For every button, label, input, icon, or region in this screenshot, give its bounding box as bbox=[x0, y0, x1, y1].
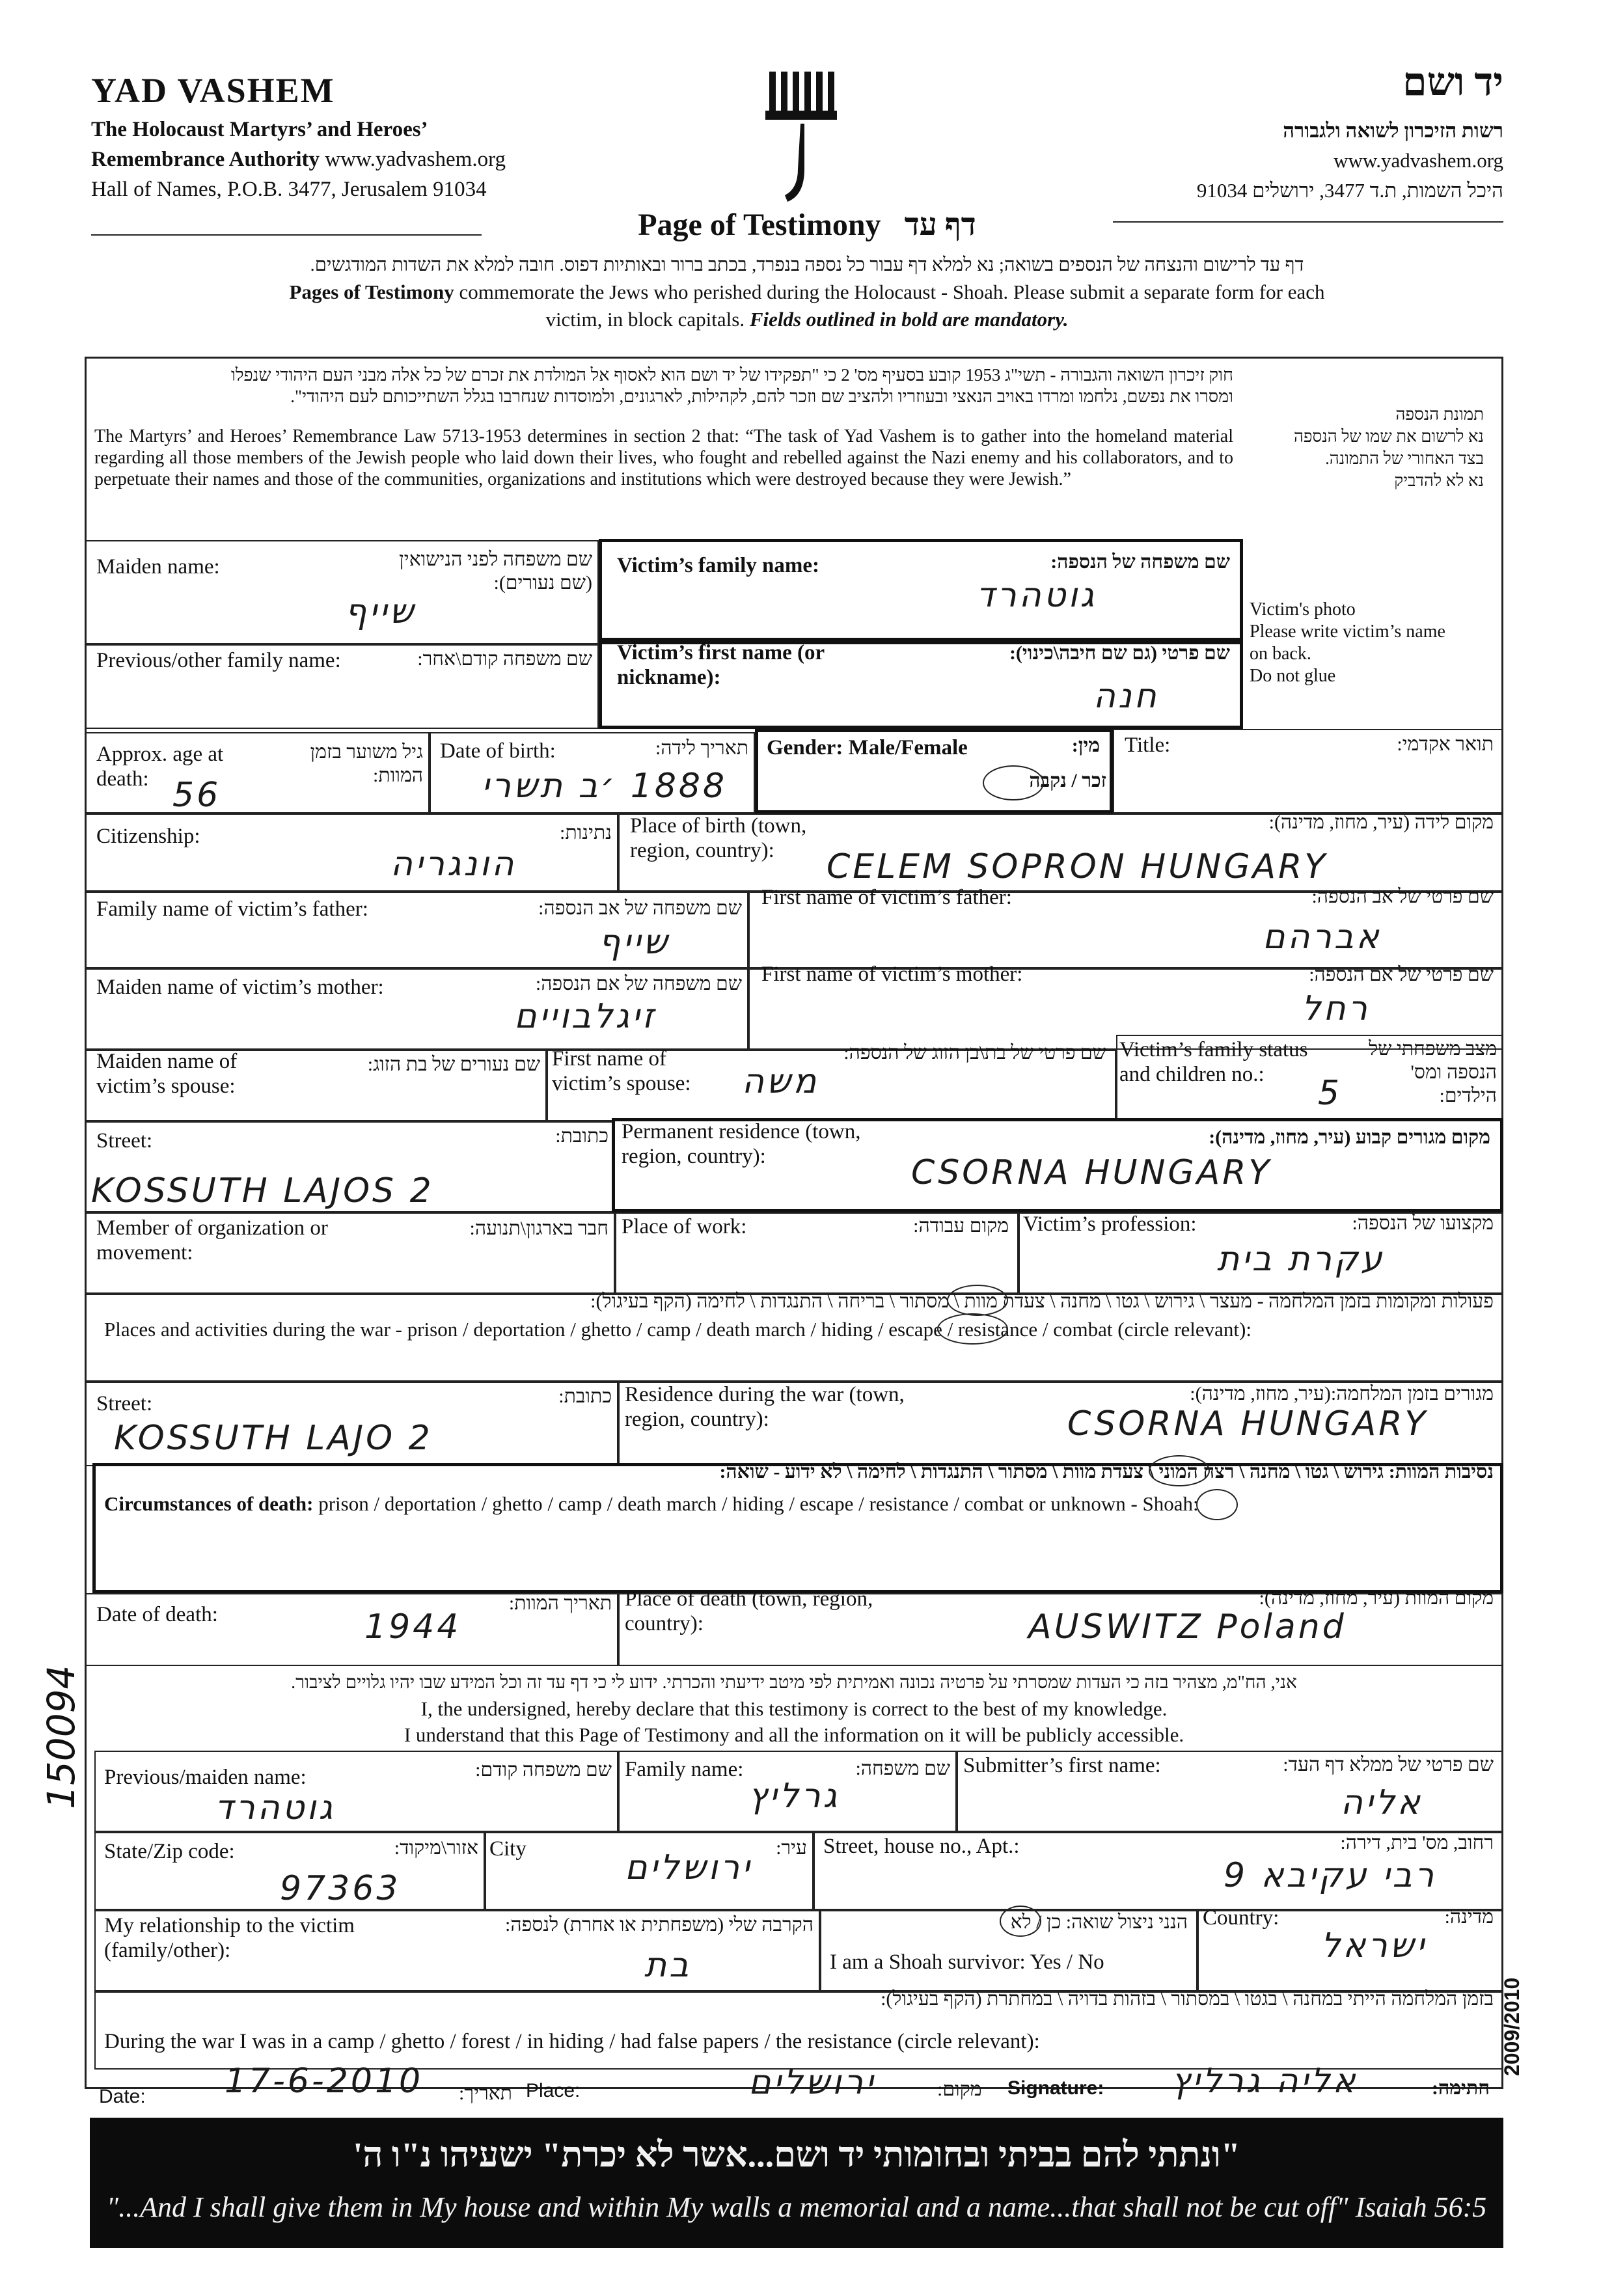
citizenship-label-he: נתינות: bbox=[560, 822, 612, 843]
margin-handwritten-number: 150094 bbox=[39, 1665, 83, 1809]
mother-first-label: First name of victim’s mother: bbox=[761, 963, 1023, 986]
page-title-he: דף עד bbox=[904, 208, 976, 242]
war-street-value: KOSSUTH LAJO 2 bbox=[114, 1419, 433, 1458]
age-label-he: גיל משוער בזמן המוות: bbox=[310, 741, 423, 786]
survivor-label-he: הנני ניצול שואה: כן / לא bbox=[1010, 1911, 1188, 1933]
father-family-label: Family name of victim’s father: bbox=[96, 897, 368, 921]
circumstances-label-he: נסיבות המוות: גירוש \ גטו \ מחנה \ רצח המוני \ צעדת מוות \ מסתור \ התנגדות \ לחימה \ לא ידוע - שואה: bbox=[719, 1461, 1494, 1483]
declaration-he: אני, הח"מ, מצהיר בזה כי העדות שמסרתי על פרטיה נכונה ואמיתית לפי מיטב ידיעתי והכרתי. ידוע לי כי דף עד זה וכל המידע שבו יהיו גלויים לציבור. bbox=[291, 1673, 1297, 1693]
permanent-residence-label-he: מקום מגורים קבוע (עיר, מחוז, מדינה): bbox=[1209, 1127, 1490, 1148]
first-name-value: חנה bbox=[1093, 677, 1159, 716]
intro-en-text-2: victim, in block capitals. bbox=[545, 308, 750, 331]
signature-value: אליה גרליץ bbox=[1171, 2062, 1358, 2101]
spouse-first-label: First name of victim’s spouse: bbox=[552, 1047, 691, 1095]
organization-label-he: חבר בארגון\תנועה: bbox=[469, 1218, 609, 1239]
previous-name-label-he: שם משפחה קודם\אחר: bbox=[417, 648, 592, 670]
family-status-label: Victim’s family status and children no.: bbox=[1119, 1038, 1308, 1086]
date-label: Date: bbox=[99, 2086, 146, 2107]
country-value: ישראל bbox=[1321, 1926, 1427, 1965]
spouse-maiden-label-he: שם נעורים של בת הזוג: bbox=[367, 1054, 540, 1075]
org-name-en: YAD VASHEM bbox=[91, 71, 335, 110]
profession-label: Victim’s profession: bbox=[1023, 1212, 1197, 1236]
age-value: 56 bbox=[172, 776, 221, 815]
father-first-value: אברהם bbox=[1263, 918, 1382, 957]
previous-name-label: Previous/other family name: bbox=[96, 649, 341, 672]
org-authority-en bbox=[91, 115, 506, 204]
war-residence-value: CSORNA HUNGARY bbox=[1067, 1404, 1429, 1443]
address-en: Hall of Names, P.O.B. 3477, Jerusalem 91034 bbox=[91, 178, 487, 201]
signature-label: Signature: bbox=[1007, 2077, 1104, 2099]
law-he-2: ומסרו את נפשם, נלחמו ומרדו באויב הנאצי ובעוזריו ולהציב שם וזכר להם, לקהילות, לארגונים, ולמוסדות שנחרבו בגלל השתייכותם לעם היהודי". bbox=[290, 387, 1233, 406]
photo-he-1: תמונת הנספה bbox=[1395, 405, 1484, 424]
submitter-family-name-label: Family name: bbox=[625, 1758, 744, 1781]
photo-en-2: Please write victim’s name bbox=[1250, 622, 1445, 642]
family-name-label-text: Victim’s family name: bbox=[617, 554, 819, 577]
circumstances-label bbox=[104, 1492, 1497, 1516]
law-he-1: חוק זיכרון השואה והגבורה - תשי"ג 1953 קובע בסעיף מס' 2 כי "תפקידו של יד ושם הוא לאסוף אל המולדת את זכרם של כל אלה מבני העם היהודי שנפלו bbox=[230, 365, 1233, 385]
title-label: Title: bbox=[1125, 733, 1171, 757]
place-value: ירושלים bbox=[748, 2063, 876, 2102]
zip-label-he: אזור\מיקוד: bbox=[394, 1837, 478, 1859]
circumstances-label-bold: Circumstances of death: bbox=[104, 1492, 314, 1515]
circumstance-circle-en bbox=[1196, 1489, 1238, 1520]
maiden-name-label: Maiden name: bbox=[96, 555, 220, 579]
city-value: ירושלים bbox=[625, 1848, 752, 1887]
place-label: Place: bbox=[526, 2080, 581, 2101]
photo-instructions-en bbox=[1250, 599, 1497, 687]
submitter-previous-name-label: Previous/maiden name: bbox=[104, 1766, 307, 1789]
maiden-name-value: שייף bbox=[345, 592, 417, 631]
war-activity-circle-en bbox=[937, 1313, 1008, 1345]
dob-label-he: תאריך לידה: bbox=[655, 737, 748, 759]
maiden-name-he-2: (שם נעורים): bbox=[493, 572, 592, 594]
authority-line-2 bbox=[91, 144, 506, 174]
place-of-work-label: Place of work: bbox=[622, 1215, 747, 1238]
date-value: 17-6-2010 bbox=[225, 2062, 424, 2101]
age-label: Approx. age at death: bbox=[96, 743, 224, 791]
survivor-label: I am a Shoah survivor: Yes / No bbox=[830, 1950, 1104, 1974]
gender-selection-circle bbox=[983, 765, 1044, 800]
photo-en-4: Do not glue bbox=[1250, 666, 1336, 686]
place-of-birth-value: CELEM SOPRON HUNGARY bbox=[827, 847, 1328, 886]
place-of-work-label-he: מקום עבודה: bbox=[913, 1215, 1009, 1237]
photo-he-4: נא לא להדביק bbox=[1394, 471, 1484, 490]
place-of-birth-label: Place of birth (town, region, country): bbox=[630, 814, 807, 862]
intro-en-2 bbox=[78, 306, 1536, 333]
place-of-birth-label-he: מקום לידה (עיר, מחוז, מדינה): bbox=[1268, 812, 1494, 833]
photo-he-3: בצד האחורי של התמונה. bbox=[1325, 449, 1484, 468]
war-activities-label: Places and activities during the war - prison / deportation / ghetto / camp / death march / hiding / escape / resistance / combat (circle relevant): bbox=[104, 1318, 1252, 1341]
family-status-value: 5 bbox=[1318, 1074, 1343, 1113]
title-label-he: תואר אקדמי: bbox=[1397, 733, 1494, 755]
spouse-first-value: משה bbox=[742, 1062, 819, 1101]
photo-en-3: on back. bbox=[1250, 644, 1311, 664]
relationship-label-he: הקרבה שלי (משפחתית או אחרת) לנספה: bbox=[505, 1914, 814, 1935]
family-name-value: גוטהרד bbox=[976, 576, 1097, 615]
authority-he: רשות הזיכרון לשואה ולגבורה bbox=[1283, 119, 1503, 142]
war-residence-label-he: מגורים בזמן המלחמה:(עיר, מחוז, מדינה): bbox=[1190, 1383, 1494, 1404]
date-of-death-label: Date of death: bbox=[96, 1603, 218, 1626]
submitter-previous-name-value: גוטהרד bbox=[215, 1788, 336, 1827]
maiden-name-label-he bbox=[364, 548, 592, 595]
place-of-death-value: AUSWITZ Poland bbox=[1028, 1607, 1347, 1647]
country-label-he: מדינה: bbox=[1444, 1906, 1494, 1928]
submitter-war-label-he: בזמן המלחמה הייתי במחנה \ בגטו \ במסתור \ בזהות בדויה \ במחתרת (הקף בעיגול): bbox=[881, 1988, 1494, 2010]
mother-first-label-he: שם פרטי של אם הנספה: bbox=[1309, 964, 1494, 985]
gender-label-he: מין: bbox=[1071, 735, 1100, 756]
signature-label-he: חתימה: bbox=[1432, 2077, 1490, 2099]
permanent-residence-value: CSORNA HUNGARY bbox=[911, 1153, 1272, 1192]
submitter-family-name-label-he: שם משפחה: bbox=[855, 1758, 950, 1779]
citizenship-value: הונגריה bbox=[390, 845, 517, 884]
law-en: The Martyrs’ and Heroes’ Remembrance Law 5713-1953 determines in section 2 that: “The task of Yad Vashem is to gather into the homeland material regarding all those members of the Jewish people who laid down their lives, who fought and rebelled against the Nazi enemy and his collaborators, and to perpetuate their names and those of the communities, organizations and institutions which were destroyed because they were Jewish.” bbox=[94, 426, 1233, 489]
footer-banner bbox=[90, 2118, 1503, 2248]
place-of-death-label: Place of death (town, region, country): bbox=[625, 1587, 873, 1635]
intro-en-text: commemorate the Jews who perished during the Holocaust - Shoah. Please submit a separate form for each bbox=[454, 280, 1325, 303]
submitter-first-name-label-he: שם פרטי של ממלא דף העד: bbox=[1283, 1754, 1494, 1775]
website-he-side: www.yadvashem.org bbox=[1334, 149, 1503, 172]
declaration-en-2: I understand that this Page of Testimony and all the information on it will be publicly accessible. bbox=[404, 1723, 1184, 1746]
first-name-label-text: Victim’s first name (or nickname): bbox=[617, 641, 825, 689]
war-street-label: Street: bbox=[96, 1392, 153, 1415]
spouse-first-label-he: שם פרטי של בת\בן הזוג של הנספה: bbox=[843, 1042, 1106, 1063]
citizenship-label: Citizenship: bbox=[96, 825, 200, 848]
father-family-label-he: שם משפחה של אב הנספה: bbox=[538, 897, 742, 919]
circumstance-circle-he bbox=[1149, 1455, 1210, 1486]
city-label: City bbox=[489, 1837, 527, 1861]
father-family-value: שייף bbox=[599, 923, 670, 962]
war-activity-circle-he bbox=[947, 1285, 1008, 1316]
zip-label: State/Zip code: bbox=[104, 1840, 235, 1863]
first-name-label bbox=[617, 640, 864, 690]
relationship-label: My relationship to the victim (family/other): bbox=[104, 1914, 355, 1962]
intro-mandatory: Fields outlined in bold are mandatory. bbox=[749, 308, 1069, 331]
father-first-label-he: שם פרטי של אב הנספה: bbox=[1311, 886, 1494, 907]
law-text bbox=[94, 364, 1233, 490]
gender-label bbox=[767, 735, 1001, 760]
city-label-he: עיר: bbox=[776, 1837, 807, 1859]
date-of-death-value: 1944 bbox=[364, 1607, 461, 1647]
footer-verse-en: "...And I shall give them in My house and within My walls a memorial and a name...that shall not be cut off" Isaiah 56:5 bbox=[106, 2191, 1487, 2223]
photo-he-2: נא לרשום את שמו של הנספה bbox=[1293, 427, 1484, 446]
intro-he: דף עד לרישום והנצחה של הנספים בשואה; נא למלא דף עבור כל נספה בנפרד, בכתב ברור ובאותיות דפוס. חובה למלא את השדות המודגשים. bbox=[310, 254, 1304, 275]
maiden-name-he-1: שם משפחה לפני הנישואין bbox=[399, 549, 592, 570]
submitter-family-name-value: גרליץ bbox=[748, 1777, 840, 1816]
website-en: www.yadvashem.org bbox=[325, 148, 506, 171]
footer-verse-he: "ונתתי להם בביתי ובחומותי יד ושם...אשר לא יכרת" ישעיהו נ"ו ה' bbox=[353, 2135, 1240, 2174]
place-label-he: מקום: bbox=[937, 2079, 982, 2100]
zip-value: 97363 bbox=[280, 1869, 401, 1908]
war-street-label-he: כתובת: bbox=[558, 1386, 612, 1407]
family-name-label-he: שם משפחה של הנספה: bbox=[1050, 551, 1230, 573]
dob-value: 1888 ׳ב תשרי bbox=[482, 767, 728, 806]
street-value: KOSSUTH LAJOS 2 bbox=[91, 1171, 434, 1210]
spouse-maiden-label: Maiden name of victim’s spouse: bbox=[96, 1050, 238, 1098]
dob-label: Date of birth: bbox=[440, 739, 556, 763]
date-label-he: תאריך: bbox=[459, 2083, 512, 2104]
intro-en-bold: Pages of Testimony bbox=[289, 280, 454, 303]
org-authority-he bbox=[1197, 116, 1503, 206]
submitter-first-name-label: Submitter’s first name: bbox=[963, 1754, 1161, 1777]
yad-vashem-logo bbox=[761, 65, 840, 208]
father-first-label: First name of victim’s father: bbox=[761, 886, 1012, 909]
org-name-he: יד ושם bbox=[1402, 61, 1503, 103]
address-he: היכל השמות, ת.ד 3477, ירושלים 91034 bbox=[1196, 179, 1503, 202]
organization-label: Member of organization or movement: bbox=[96, 1216, 328, 1264]
circumstances-label-text: prison / deportation / ghetto / camp / death march / hiding / escape / resistance / combat or unknown - Shoah: bbox=[313, 1492, 1199, 1515]
authority-line-1: The Holocaust Martyrs’ and Heroes’ bbox=[91, 118, 428, 141]
war-residence-label: Residence during the war (town, region, country): bbox=[625, 1383, 905, 1431]
place-of-death-label-he: מקום המוות (עיר, מחוז, מדינה): bbox=[1259, 1587, 1494, 1609]
mother-maiden-label: Maiden name of victim’s mother: bbox=[96, 976, 384, 999]
page-title-en: Page of Testimony bbox=[638, 208, 881, 242]
submitter-street-value: רבי עקיבא 9 bbox=[1224, 1856, 1437, 1895]
submitter-war-label: During the war I was in a camp / ghetto / forest / in hiding / had false papers / the resistance (circle relevant): bbox=[104, 2030, 1040, 2053]
intro bbox=[78, 251, 1536, 333]
submitter-street-label: Street, house no., Apt.: bbox=[823, 1835, 1020, 1858]
gender-label-text: Gender: Male/Female bbox=[767, 736, 968, 759]
family-status-label-he: מצב משפחתי של הנספה ומס' הילדים: bbox=[1369, 1038, 1497, 1106]
mother-maiden-value: זיגלבויים bbox=[514, 997, 657, 1036]
country-label: Country: bbox=[1203, 1906, 1279, 1930]
permanent-residence-label: Permanent residence (town, region, country): bbox=[622, 1120, 861, 1168]
photo-instructions-he bbox=[1289, 403, 1484, 492]
gender-options-he: זכר / נקבה bbox=[1029, 770, 1106, 791]
family-name-label bbox=[617, 553, 819, 578]
declaration bbox=[91, 1670, 1497, 1748]
intro-en-1 bbox=[78, 279, 1536, 306]
submitter-previous-name-label-he: שם משפחה קודם: bbox=[475, 1759, 612, 1781]
form-code: 2009/2010 bbox=[1500, 1977, 1524, 2076]
submitter-street-label-he: רחוב, מס' בית, דירה: bbox=[1340, 1832, 1494, 1853]
mother-maiden-label-he: שם משפחה של אם הנספה: bbox=[535, 973, 742, 994]
photo-en-1: Victim's photo bbox=[1250, 599, 1356, 620]
street-label-he: כתובת: bbox=[555, 1125, 609, 1147]
declaration-en-1: I, the undersigned, hereby declare that this testimony is correct to the best of my knowledge. bbox=[420, 1697, 1168, 1720]
submitter-first-name-value: אליה bbox=[1341, 1783, 1423, 1822]
survivor-selection-circle bbox=[1000, 1906, 1041, 1937]
profession-value: עקרת בית bbox=[1217, 1240, 1385, 1279]
profession-label-he: מקצועו של הנספה: bbox=[1352, 1212, 1494, 1234]
page-title bbox=[0, 207, 1614, 243]
war-activities-label-he: פעולות ומקומות בזמן המלחמה - מעצר \ גירוש \ גטו \ מחנה \ צעדת מוות \ מסתור \ בריחה \ התנגדות \ לחימה (הקף בעיגול): bbox=[590, 1291, 1494, 1312]
street-label: Street: bbox=[96, 1129, 153, 1153]
date-of-death-label-he: תאריך המוות: bbox=[508, 1592, 612, 1614]
mother-first-value: רחל bbox=[1302, 989, 1370, 1028]
first-name-label-he: שם פרטי (גם שם חיבה\כינוי): bbox=[1009, 642, 1230, 664]
authority-line-2-text: Remembrance Authority bbox=[91, 148, 320, 171]
relationship-value: בת bbox=[644, 1946, 692, 1985]
